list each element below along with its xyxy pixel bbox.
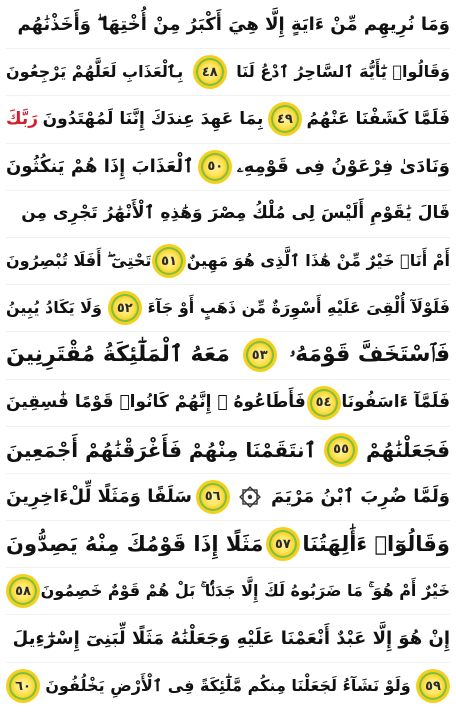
ayah-number: ٥١ — [161, 253, 177, 269]
ayah-number-marker — [419, 672, 447, 700]
ayah-text: فَٱسْتَخَفَّ قَوْمَهُۥ — [289, 342, 450, 368]
ayah-number: ٥٤ — [315, 395, 332, 411]
ayah-number-marker — [310, 389, 338, 417]
ayah-number-marker — [196, 58, 224, 86]
ayah-text: فَلَمَّآ ءَاسَفُونَا — [341, 392, 450, 413]
ayah-number: ٥٥ — [333, 442, 350, 458]
ayah-number: ٥٧ — [274, 536, 291, 552]
ayah-text: وَمَا نُرِيهِم مِّنْ ءَايَةٍ إِلَّا هِيَ أَكْبَرُ مِنْ أُخْتِهَا ۖ وَأَخَذْنَٰهُم — [17, 14, 450, 36]
ayah-text: ٱلْعَذَابَ إِذَا هُمْ يَنكُثُونَ — [6, 155, 194, 177]
ayah-number-marker — [246, 341, 274, 369]
ayah-text: بِمَا عَهِدَ عِندَكَ إِنَّنَا لَمُهْتَدُونَ — [42, 108, 264, 129]
quran-line-4 — [6, 144, 450, 191]
quran-line-3 — [6, 96, 450, 143]
ayah-text: ٱنتَقَمْنَا مِنْهُمْ فَأَغْرَقْنَٰهُمْ أَجْمَعِينَ — [6, 437, 317, 462]
ayah-text: وَقَالُوٓا۟ ءَأَٰلِهَتُنَا — [302, 531, 450, 556]
ayah-text: أَمْ أَنَا۠ خَيْرٌ مِّنْ هَٰذَا ٱلَّذِى هُوَ مَهِينٌ — [186, 251, 450, 271]
ayah-number: ٥٢ — [116, 300, 133, 316]
quran-line-12 — [6, 521, 450, 568]
quran-line-5 — [6, 191, 450, 238]
ayah-number: ٤٨ — [201, 64, 218, 80]
quran-line-6 — [6, 238, 450, 285]
ayah-text: بِٱلْعَذَابِ لَعَلَّهُمْ يَرْجِعُونَ — [6, 62, 184, 82]
ayah-text: فَلَوْلَآ أُلْقِىَ عَلَيْهِ أَسْوِرَةٌ مِّن ذَهَبٍ أَوْ جَآءَ — [147, 298, 450, 318]
ayah-number-marker — [111, 294, 139, 322]
ayah-text: وَقَالُوا۟ يَٰٓأَيُّهَ ٱلسَّاحِرُ ٱدْعُ لَنَا — [236, 62, 450, 82]
quran-line-10 — [6, 427, 450, 474]
ayah-number-marker — [9, 672, 37, 700]
ayah-text: وَلَوْ نَشَآءُ لَجَعَلْنَا مِنكُم مَّلَٰٓئِكَةً فِى ٱلْأَرْضِ يَخْلُفُونَ — [45, 676, 411, 696]
ayah-text: وَلَا يَكَادُ يُبِينُ — [6, 298, 102, 318]
ayah-number: ٥٦ — [204, 489, 221, 505]
rub-el-hizb-icon — [239, 486, 261, 508]
ayah-number: ٥٣ — [251, 347, 268, 363]
ayah-text: تَحْتِىٓ ۖ أَفَلَا تُبْصِرُونَ — [6, 251, 152, 271]
ayah-number: ٤٩ — [276, 111, 293, 127]
ayah-number-marker — [269, 530, 297, 558]
quran-lines — [6, 2, 450, 710]
quran-line-15 — [6, 663, 450, 710]
ayah-number: ٥٩ — [425, 678, 441, 694]
quran-line-1 — [6, 2, 450, 49]
highlighted-word: رَبَّكَ — [6, 108, 39, 129]
ayah-number-marker — [155, 247, 183, 275]
ayah-number: ٥٠ — [207, 159, 224, 175]
ayah-number-marker — [271, 105, 299, 133]
ayah-text: إِنْ هُوَ إِلَّا عَبْدٌ أَنْعَمْنَا عَلَيْهِ وَجَعَلْنَٰهُ مَثَلًا لِّبَنِىٓ إِسْرَٰٓءِيلَ — [12, 627, 450, 649]
quran-line-13 — [6, 568, 450, 615]
ayah-number-marker — [327, 436, 355, 464]
ayah-number: ٥٨ — [15, 583, 31, 599]
rub-el-hizb-icon — [239, 486, 261, 508]
quran-line-7 — [6, 285, 450, 332]
ayah-text: سَلَفًا وَمَثَلًا لِّلْءَاخِرِينَ — [6, 485, 192, 507]
ayah-text: فَلَمَّا كَشَفْنَا عَنْهُمُ — [306, 108, 450, 129]
quran-line-11 — [6, 474, 450, 521]
ayah-text: خَيْرٌ أَمْ هُوَ ۚ مَا ضَرَبُوهُ لَكَ إِلَّا جَدَلًۢا ۚ بَلْ هُمْ قَوْمٌ خَصِمُونَ — [40, 581, 450, 601]
ayah-number-marker — [9, 577, 37, 605]
ayah-text: قَالَ يَٰقَوْمِ أَلَيْسَ لِى مُلْكُ مِصْرَ وَهَٰذِهِ ٱلْأَنْهَٰرُ تَجْرِى مِن — [21, 203, 450, 224]
ayah-text: وَلَمَّا ضُرِبَ ٱبْنُ مَرْيَمَ — [271, 485, 450, 507]
ayah-text: مَعَهُ ٱلْمَلَٰٓئِكَةُ مُقْتَرِنِينَ — [6, 342, 230, 368]
ayah-text: فَجَعَلْنَٰهُمْ — [365, 437, 450, 462]
ayah-number-marker — [201, 153, 229, 181]
quran-line-14 — [6, 615, 450, 662]
quran-line-9 — [6, 380, 450, 427]
ayah-number-marker — [199, 483, 227, 511]
ayah-text: مَثَلًا إِذَا قَوْمُكَ مِنْهُ يَصِدُّونَ — [6, 531, 264, 556]
ayah-text: فَأَطَاعُوهُ ۚ إِنَّهُمْ كَانُوا۟ قَوْمًا فَٰسِقِينَ — [6, 392, 306, 413]
ayah-number: ٦٠ — [15, 678, 31, 694]
quran-line-8 — [6, 332, 450, 379]
quran-line-2 — [6, 49, 450, 96]
ayah-text: وَنَادَىٰ فِرْعَوْنُ فِى قَوْمِهِۦ — [236, 155, 450, 177]
